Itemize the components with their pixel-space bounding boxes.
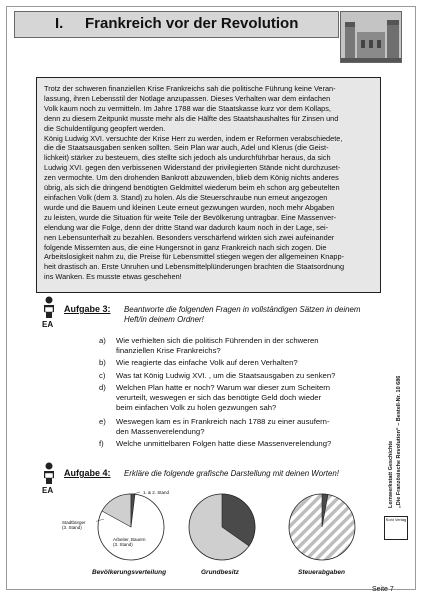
question-text: Weswegen kam es in Frankreich nach 1788 zu einer ausufern- den Massenverelendung?	[116, 417, 330, 436]
chapter-title: Frankreich vor der Revolution	[85, 15, 299, 32]
task4-description: Erkläre die folgende grafische Darstellung mit deinen Worten!	[124, 469, 339, 478]
chapter-header	[14, 11, 339, 38]
question-text: Wie reagierte das einfache Volk auf deren Verhalten?	[116, 358, 298, 367]
publisher-name: Kohl Verlag	[385, 517, 407, 522]
sidebar-series: Lernwerkstatt Geschichte	[388, 440, 394, 508]
chart-label-population: Bevölkerungsverteilung	[92, 569, 167, 576]
task4-title: Aufgabe 4:	[64, 468, 111, 478]
land-ownership-pie	[189, 494, 255, 560]
question-letter: c)	[99, 371, 106, 380]
question-letter: f)	[99, 439, 104, 448]
task3-ea-label: EA	[42, 320, 54, 329]
student-icon	[42, 296, 56, 318]
pie-charts	[96, 490, 372, 570]
tax-pie	[289, 494, 355, 560]
question-letter: b)	[99, 358, 106, 367]
student-icon	[42, 462, 56, 484]
intro-paragraph: Trotz der schweren finanziellen Krise Frankreichs sah die politische Führung keine Veran- lassung, ihren Lebensstil der Notlage anzupassen. Dieses Verhalten war dem einfachen Volk kaum noch zu vermitteln. Im Jahre 1788 war die Staatskasse kurz vor dem Kollaps, denn zu diesem Zeitpunkt musste mehr als die Hälfte des Staatshaushaltes für Zinsen und die Schuldentilgung geopfert werden. König Ludwig XVI. versuchte der Krise Herr zu werden, indem er Reformen verabschiedete, die die Staatsausgaben senken sollten. Sein Plan war auch, Adel und Klerus (die Geist- lichkeit) stärker zu besteuern, dies stellte sich jedoch als undurchführbar heraus, da sich Ludwig XVI. gegen den verbissenen Widerstand der privilegierten Stände nicht durchzuset- zen vermochte. Um den drohenden Bankrott abzuwenden, blieb dem König nichts anderes übrig, als sich die dringend benötigten Geldmittel wiederum beim eh schon arg gebeutelten einfachen Volk (dem 3. Stand) zu holen. Als die Steuerschraube nun erneut angezogen wurde und die Bauern und kleinen Leute erneut gezwungen wurden, noch mehr Abgaben zu leisten, wurde die Situation für weite Teile der Bevölkerung untragbar. Eine Massenver- elendung war die Folge, denn der dritte Stand war dadurch kaum noch in der Lage, sei- nen Lebensunterhalt zu bezahlen. Besonders verschärfend wirkten sich zwei aufeinander folgende Missernten aus, die eine Hungersnot in ganz Frankreich nach sich zogen. Die Arbeitslosigkeit nahm zu, die Preise für Lebensmittel stiegen wegen der allgemeinen Knapp- heit drastisch an. Erste Unruhen und Lebensmittelplünderungen brachten die Staatsordnung ins Wanken. Es musste etwas geschehen!	[44, 84, 345, 282]
task3-title: Aufgabe 3:	[64, 304, 111, 314]
chapter-number: I.	[55, 15, 64, 32]
question-text: Welche unmittelbaren Folgen hatte diese Massenverelendung?	[116, 439, 332, 448]
population-pie	[98, 494, 164, 560]
annotation-stand12: 1. & 2. Stand	[143, 490, 170, 495]
annotation-arbeiter: Arbeiter, Bauern	[113, 537, 146, 542]
question-text: Welchen Plan hatte er noch? Warum war dieser zum Scheitern verurteilt, weswegen er sich das benötigte Geld doch wieder beim einfachen Volk zu holen gezwungen sah?	[116, 383, 331, 412]
question-letter: a)	[99, 336, 106, 345]
question-letter: e)	[99, 417, 106, 426]
question-letter: d)	[99, 383, 106, 392]
intro-text-box	[36, 77, 381, 293]
page-number: Seite 7	[372, 586, 394, 593]
question-text: Wie verhielten sich die politisch Führenden in der schweren finanziellen Krise Frankreichs?	[116, 336, 319, 355]
chart-label-land: Grundbesitz	[201, 569, 239, 576]
chart-label-tax: Steuerabgaben	[298, 569, 345, 576]
annotation-stadtbuerger-stand: (3. Stand)	[62, 525, 82, 530]
question-text: Was tat König Ludwig XVI. , um die Staatsausgaben zu senken?	[116, 371, 336, 380]
header-illustration	[340, 11, 402, 63]
annotation-stadtbuerger: Stadtbürger	[62, 520, 86, 525]
sidebar-title-order: „Die Französische Revolution“ – Bestell-Nr. 10 686	[396, 375, 402, 508]
publisher-logo	[384, 516, 408, 540]
task3-description: Beantworte die folgenden Fragen in vollständigen Sätzen in deinem Heft/in deinem Ordner!	[124, 305, 361, 324]
annotation-arbeiter-stand: (3. Stand)	[113, 542, 133, 547]
task4-ea-label: EA	[42, 486, 54, 495]
